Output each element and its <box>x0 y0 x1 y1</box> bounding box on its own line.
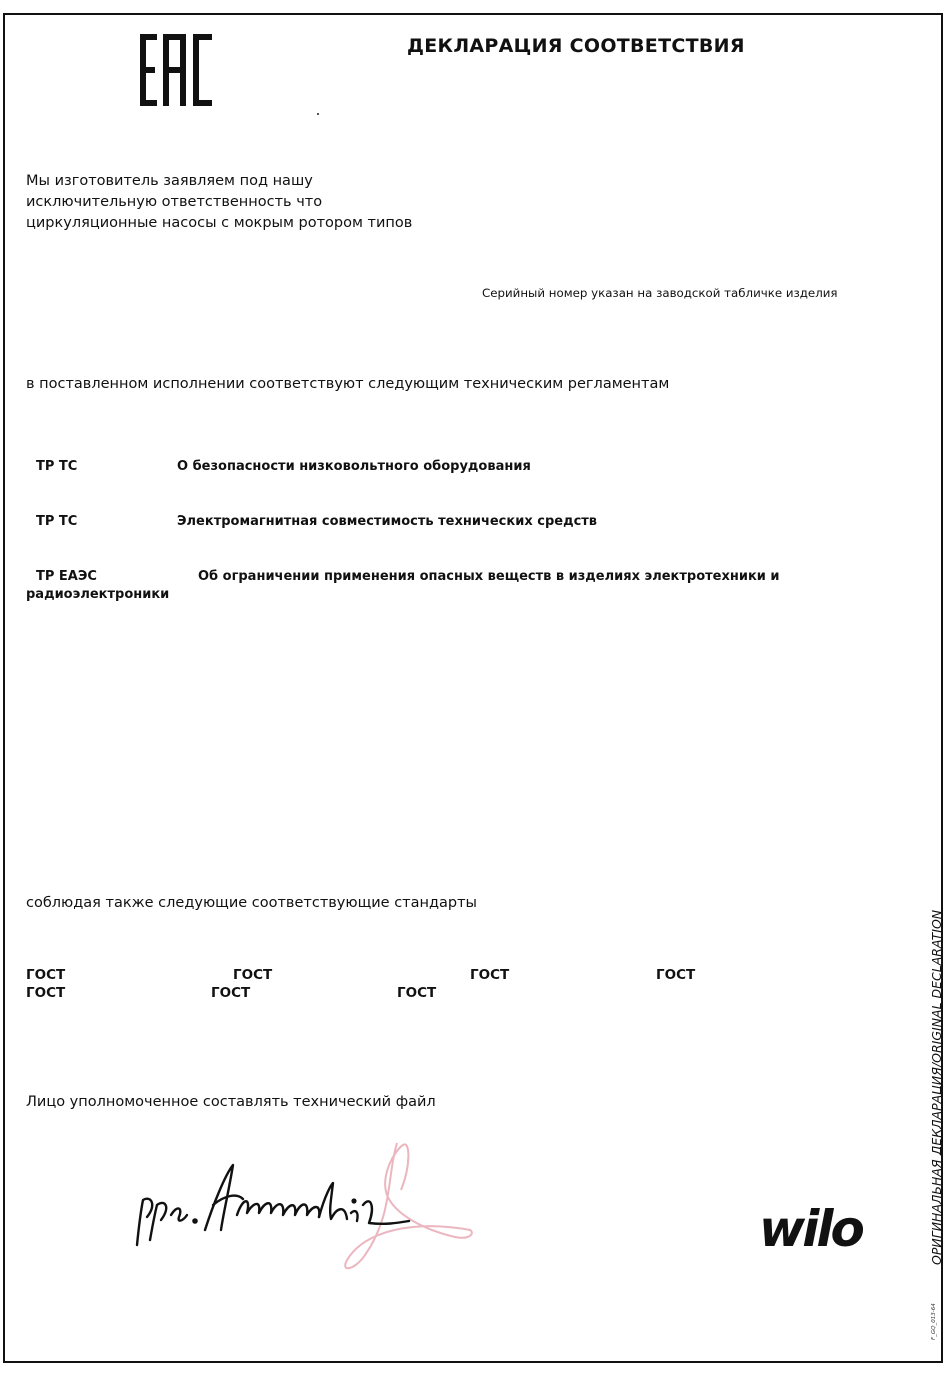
standard-item: ГОСТ <box>233 967 273 983</box>
intro-paragraph <box>26 171 466 234</box>
standards-statement: соблюдая также следующие соответствующие стандарты <box>26 895 478 911</box>
regulation-code-2: ТР ТС <box>36 514 78 529</box>
serial-number-note: Серийный номер указан на заводской табличке изделия <box>482 286 838 300</box>
regulation-name-3-cont: радиоэлектроники <box>26 587 170 602</box>
conformity-statement: в поставленном исполнении соответствуют следующим техническим регламентам <box>26 376 670 392</box>
standard-item: ГОСТ <box>26 967 66 983</box>
regulation-name-1: О безопасности низковольтного оборудования <box>177 459 531 474</box>
standard-item: ГОСТ <box>656 967 696 983</box>
standard-item: ГОСТ <box>397 985 437 1001</box>
regulation-name-3: Об ограничении применения опасных веществ в изделиях электротехники и <box>198 569 780 584</box>
regulation-code-3: ТР ЕАЭС <box>36 569 97 584</box>
logo-text: wilo <box>759 1200 862 1256</box>
intro-line-2: исключительную ответственность что <box>26 194 323 210</box>
original-declaration-label: ОРИГИНАЛЬНАЯ ДЕКЛАРАЦИЯ/ORIGINAL DECLARATION <box>929 909 944 1265</box>
regulation-code-1: ТР ТС <box>36 459 78 474</box>
standard-item: ГОСТ <box>26 985 66 1001</box>
eac-mark-icon <box>140 34 214 106</box>
stray-dot <box>317 113 319 115</box>
regulation-name-2: Электромагнитная совместимость технических средств <box>177 514 598 529</box>
wilo-logo <box>757 1200 885 1256</box>
intro-line-1: Мы изготовитель заявляем под нашу <box>26 173 313 189</box>
form-code: F_GQ_013-64 <box>931 1303 937 1340</box>
document-title: ДЕКЛАРАЦИЯ СООТВЕТСТВИЯ <box>407 35 745 57</box>
standard-item: ГОСТ <box>211 985 251 1001</box>
standard-item: ГОСТ <box>470 967 510 983</box>
signature-icon <box>125 1135 485 1275</box>
intro-line-3: циркуляционные насосы с мокрым ротором типов <box>26 215 413 231</box>
authorized-person-label: Лицо уполномоченное составлять технический файл <box>26 1094 436 1110</box>
